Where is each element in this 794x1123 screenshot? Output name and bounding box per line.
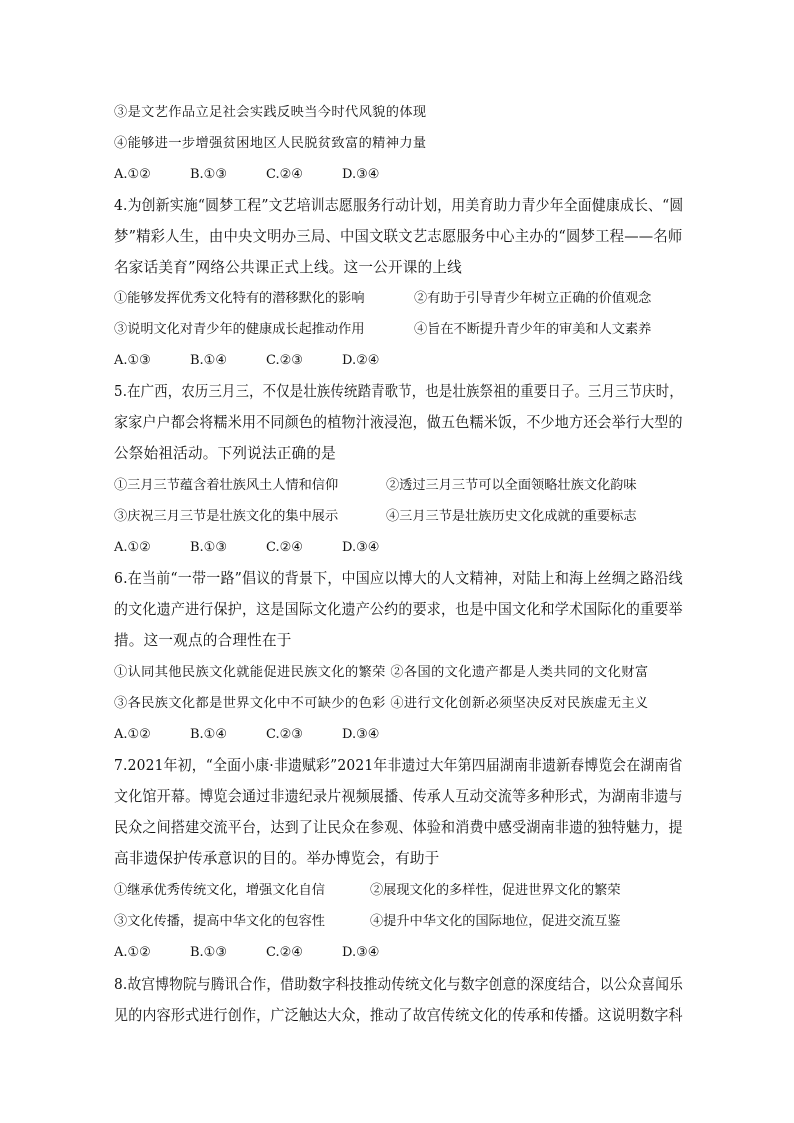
q5-stem-line-1: 5.在广西，农历三月三，不仅是壮族传统踏青歌节，也是壮族祭祖的重要日子。三月三节庆时， xyxy=(114,383,683,400)
q4-choice-d: D.②④ xyxy=(342,353,380,368)
q7-option-3: ③文化传播，提高中华文化的包容性 xyxy=(114,914,325,929)
q5-choice-c: C.②④ xyxy=(266,540,303,555)
q3-choice-b: B.①③ xyxy=(190,167,227,182)
q6-stem-line-3: 措。这一观点的合理性在于 xyxy=(114,632,292,649)
q7-stem-line-4: 高非遗保护传承意识的目的。举办博览会，有助于 xyxy=(114,850,440,867)
q4-option-4: ④旨在不断提升青少年的审美和人文素养 xyxy=(414,322,652,337)
q4-choice-a: A.①③ xyxy=(114,353,151,368)
q3-option-4: ④能够进一步增强贫困地区人民脱贫致富的精神力量 xyxy=(114,136,427,151)
q6-choice-b: B.①④ xyxy=(190,727,227,742)
q4-stem-line-2: 梦”精彩人生，由中央文明办三局、中国文联文艺志愿服务中心主办的“圆梦工程——名师 xyxy=(114,228,683,245)
q5-choice-a: A.①② xyxy=(114,540,151,555)
q4-stem-line-3: 名家话美育”网络公共课正式上线。这一公开课的上线 xyxy=(114,259,462,276)
q5-option-4: ④三月三节是壮族历史文化成就的重要标志 xyxy=(386,509,637,524)
q6-stem-line-2: 的文化遗产进行保护，这是国际文化遗产公约的要求，也是中国文化和学术国际化的重要举 xyxy=(114,601,683,618)
q4-choice-b: B.①④ xyxy=(190,353,227,368)
q3-choice-d: D.③④ xyxy=(342,167,380,182)
q3-choice-c: C.②④ xyxy=(266,167,303,182)
q4-option-2: ②有助于引导青少年树立正确的价值观念 xyxy=(414,291,652,306)
q5-stem-line-3: 公祭始祖活动。下列说法正确的是 xyxy=(114,445,336,462)
q4-choice-c: C.②③ xyxy=(266,353,303,368)
q7-stem-line-1: 7.2021年初，“全面小康·非遗赋彩”2021年非遗过大年第四届湖南非遗新春博览会在湖南省 xyxy=(114,757,683,774)
q6-choice-c: C.②③ xyxy=(266,727,303,742)
q3-choice-a: A.①② xyxy=(114,167,151,182)
q3-option-3: ③是文艺作品立足社会实践反映当今时代风貌的体现 xyxy=(114,105,427,120)
q5-option-1: ①三月三节蕴含着壮族风土人情和信仰 xyxy=(114,478,339,493)
q6-stem-line-1: 6.在当前“一带一路”倡议的背景下，中国应以博大的人文精神，对陆上和海上丝绸之路沿线 xyxy=(114,570,683,587)
q7-option-1: ①继承优秀传统文化，增强文化自信 xyxy=(114,883,325,898)
q7-choice-a: A.①② xyxy=(114,945,151,960)
q7-choice-c: C.②④ xyxy=(266,945,303,960)
q4-option-3: ③说明文化对青少年的健康成长起推动作用 xyxy=(114,322,365,337)
q6-choice-a: A.①② xyxy=(114,727,151,742)
q6-choice-d: D.③④ xyxy=(342,727,380,742)
q7-option-2: ②展现文化的多样性，促进世界文化的繁荣 xyxy=(370,883,621,898)
q8-stem-line-2: 见的内容形式进行创作，广泛触达大众，推动了故宫传统文化的传承和传播。这说明数字科 xyxy=(114,1007,683,1024)
q5-stem-line-2: 家家户户都会将糯米用不同颜色的植物汁液浸泡，做五色糯米饭，不少地方还会举行大型的 xyxy=(114,414,683,431)
q6-options-line-1: ①认同其他民族文化就能促进民族文化的繁荣 ②各国的文化遗产都是人类共同的文化财富 xyxy=(114,665,649,680)
q7-choice-d: D.③④ xyxy=(342,945,380,960)
q5-option-3: ③庆祝三月三节是壮族文化的集中展示 xyxy=(114,509,339,524)
q5-option-2: ②透过三月三节可以全面领略壮族文化韵味 xyxy=(386,478,637,493)
q4-option-1: ①能够发挥优秀文化特有的潜移默化的影响 xyxy=(114,291,365,306)
q7-option-4: ④提升中华文化的国际地位，促进交流互鉴 xyxy=(370,914,621,929)
q8-stem-line-1: 8.故宫博物院与腾讯合作，借助数字科技推动传统文化与数字创意的深度结合，以公众喜闻乐 xyxy=(114,976,684,993)
q5-choice-b: B.①③ xyxy=(190,540,227,555)
q7-choice-b: B.①③ xyxy=(190,945,227,960)
q4-stem-line-1: 4.为创新实施“圆梦工程”文艺培训志愿服务行动计划，用美育助力青少年全面健康成长、“圆 xyxy=(114,197,684,214)
q6-options-line-2: ③各民族文化都是世界文化中不可缺少的色彩 ④进行文化创新必须坚决反对民族虚无主义 xyxy=(114,696,649,711)
q7-stem-line-3: 民众之间搭建交流平台，达到了让民众在参观、体验和消费中感受湖南非遗的独特魅力，提 xyxy=(114,819,683,836)
q5-choice-d: D.③④ xyxy=(342,540,380,555)
q7-stem-line-2: 文化馆开幕。博览会通过非遗纪录片视频展播、传承人互动交流等多种形式，为湖南非遗与 xyxy=(114,788,683,805)
